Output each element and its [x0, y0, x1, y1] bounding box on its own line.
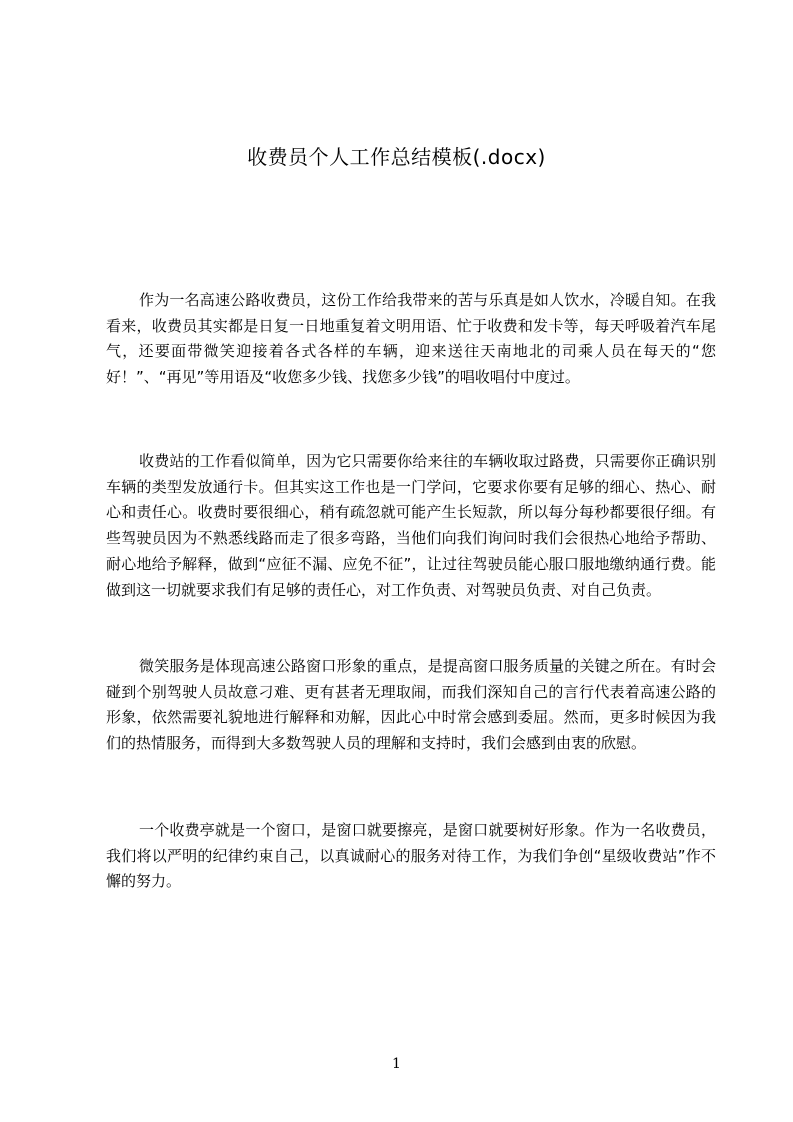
paragraph-3: 微笑服务是体现高速公路窗口形象的重点，是提高窗口服务质量的关键之所在。有时会碰到个别驾驶人员故意刁难、更有甚者无理取闹，而我们深知自己的言行代表着高速公路的形象，依然需要礼貌地进行解释和劝解，因此心中时常会感到委屈。然而，更多时候因为我们的热情服务，而得到大多数驾驶人员的理解和支持时，我们会感到由衷的欣慰。 — [106, 657, 716, 753]
document-title: 收费员个人工作总结模板(.docx) — [247, 145, 546, 169]
paragraph-4: 一个收费亭就是一个窗口，是窗口就要擦亮，是窗口就要树好形象。作为一名收费员，我们将以严明的纪律约束自己，以真诚耐心的服务对待工作，为我们争创“星级收费站”作不懈的努力。 — [106, 821, 716, 891]
page-number: 1 — [392, 1056, 401, 1072]
paragraph-2: 收费站的工作看似简单，因为它只需要你给来往的车辆收取过路费，只需要你正确识别车辆的类型发放通行卡。但其实这工作也是一门学问，它要求你要有足够的细心、热心、耐心和责任心。收费时要很细心，稍有疏忽就可能产生长短款，所以每分每秒都要很仔细。有些驾驶员因为不熟悉线路而走了很多弯路，当他们向我们询问时我们会很热心地给予帮助、耐心地给予解释，做到“应征不漏、应免不征”，让过往驾驶员能心服口服地缴纳通行费。能做到这一切就要求我们有足够的责任心，对工作负责、对驾驶员负责、对自己负责。 — [106, 452, 716, 599]
paragraph-1: 作为一名高速公路收费员，这份工作给我带来的苦与乐真是如人饮水，冷暖自知。在我看来，收费员其实都是日复一日地重复着文明用语、忙于收费和发卡等，每天呼吸着汽车尾气，还要面带微笑迎接着各式各样的车辆，迎来送往天南地北的司乘人员在每天的“您好！”、“再见”等用语及“收您多少钱、找您多少钱”的唱收唱付中度过。 — [106, 291, 716, 387]
